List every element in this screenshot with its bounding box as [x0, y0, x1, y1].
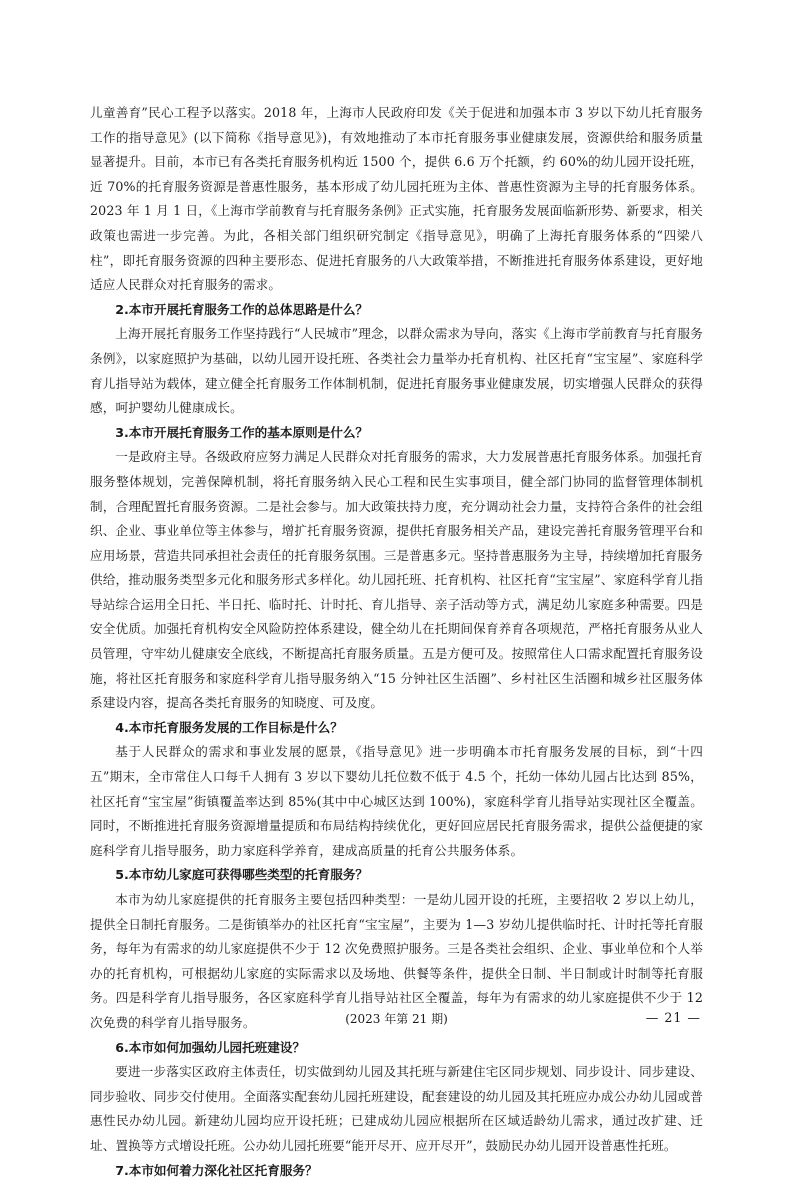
page-footer: [0, 1010, 793, 1030]
section-heading-6: 6.本市如何加强幼儿园托班建设？: [115, 1039, 306, 1055]
paragraph-kindergarten-classes: 要进一步落实区政府主体责任，切实做到幼儿园及其托班与新建住宅区同步规划、同步设计、同步建设、同步验收、同步交付使用。全面落实配套幼儿园托班建设，配套建设的幼儿园及其托班应办成公办幼儿园或普惠性民办幼儿园。新建幼儿园均应开设托班；已建成幼儿园应根据所在区域适龄幼儿需求，通过改扩建、迁址、置换等方式增设托班。公办幼儿园托班要“能开尽开、应开尽开”，鼓励民办幼儿园开设普惠性托班。: [90, 1064, 703, 1153]
paragraph-intro: 儿童善育”民心工程予以落实。2018 年，上海市人民政府印发《关于促进和加强本市 3 岁以下幼儿托育服务工作的指导意见》(以下简称《指导意见》)，有效地推动了本市托育服务事业健康发展，资源供给和服务质量显著提升。目前，本市已有各类托育服务机构近 1500 个，提供 6.6 万个托额，约 60%的幼儿园开设托班，近 70%的托育服务资源是普惠性服务，基本形成了幼儿园托班为主体、普惠性资源为主导的托育服务体系。2023 年 1 月 1 日，《上海市学前教育与托育服务条例》正式实施，托育服务发展面临新形势、新要求，相关政策也需进一步完善。为此，各相关部门组织研究制定《指导意见》，明确了上海托育服务体系的“四梁八柱”，即托育服务资源的四种主要形态、促进托育服务的八大政策举措，不断推进托育服务体系建设，更好地适应人民群众对托育服务的需求。: [90, 105, 703, 293]
paragraph-work-goals: 基于人民群众的需求和事业发展的愿景，《指导意见》进一步明确本市托育服务发展的目标，到“十四五”期末，全市常住人口每千人拥有 3 岁以下婴幼儿托位数不低于 4.5 个，托幼一体幼儿园占比达到 85%，社区托育“宝宝屋”街镇覆盖率达到 85%(其中中心城区达到 100%)，家庭科学育儿指导站实现社区全覆盖。同时，不断推进托育服务资源增量提质和布局结构持续优化，更好回应居民托育服务需求，提供公益便捷的家庭科学育儿指导服务，助力家庭科学养育，建成高质量的托育公共服务体系。: [90, 744, 703, 858]
section-heading-2: 2.本市开展托育服务工作的总体思路是什么？: [115, 301, 369, 317]
section-heading-5: 5.本市幼儿家庭可获得哪些类型的托育服务？: [115, 867, 369, 883]
section-heading-4: 4.本市托育服务发展的工作目标是什么？: [115, 719, 343, 735]
paragraph-basic-principles: 一是政府主导。各级政府应努力满足人民群众对托育服务的需求，大力发展普惠托育服务体系。加强托育服务整体规划，完善保障机制，将托育服务纳入民心工程和民生实事项目，健全部门协同的监督管理体制机制，合理配置托育服务资源。二是社会参与。加大政策扶持力度，充分调动社会力量，支持符合条件的社会组织、企业、事业单位等主体参与，增扩托育服务资源，提供托育服务相关产品，建设完善托育服务管理平台和应用场景，营造共同承担社会责任的托育服务氛围。三是普惠多元。坚持普惠服务为主导，持续增加托育服务供给，推动服务类型多元化和服务形式多样化。幼儿园托班、托育机构、社区托育“宝宝屋”、家庭科学育儿指导站综合运用全日托、半日托、临时托、计时托、育儿指导、亲子活动等方式，满足幼儿家庭多种需要。四是安全优质。加强托育机构安全风险防控体系建设，健全幼儿在托期间保育养育各项规范，严格托育服务从业人员管理，守牢幼儿健康安全底线，不断提高托育服务质量。五是方便可及。按照常住人口需求配置托育服务设施，将社区托育服务和家庭科学育儿指导服务纳入“15 分钟社区生活圈”、乡村社区生活圈和城乡社区服务体系建设内容，提高各类托育服务的知晓度、可及度。: [90, 449, 703, 711]
section-heading-7: 7.本市如何着力深化社区托育服务？: [115, 1162, 318, 1178]
issue-label: (2023 年第 21 期): [345, 1012, 448, 1026]
section-heading-3: 3.本市开展托育服务工作的基本原则是什么？: [115, 424, 369, 440]
page-number: — 21 —: [645, 1010, 701, 1025]
paragraph-service-types: 本市为幼儿家庭提供的托育服务主要包括四种类型：一是幼儿园开设的托班，主要招收 2 岁以上幼儿，提供全日制托育服务。二是街镇举办的社区托育“宝宝屋”，主要为 1—3 岁幼儿提供临时托、计时托等托育服务，每年为有需求的幼儿家庭提供不少于 12 次免费照护服务。三是各类社会组织、企业、事业单位和个人举办的托育机构，可根据幼儿家庭的实际需求以及场地、供餐等条件，提供全日制、半日制或计时制等托育服务。四是科学育儿指导服务，各区家庭科学育儿指导站社区全覆盖，每年为有需求的幼儿家庭提供不少于 12 次免费的科学育儿指导服务。: [90, 892, 703, 1030]
paragraph-general-approach: 上海开展托育服务工作坚持践行“人民城市”理念，以群众需求为导向，落实《上海市学前教育与托育服务条例》，以家庭照护为基础，以幼儿园开设托班、各类社会力量举办托育机构、社区托育“宝宝屋”、家庭科学育儿指导站为载体，建立健全托育服务工作体制机制，促进托育服务事业健康发展，切实增强人民群众的获得感，呵护婴幼儿健康成长。: [90, 326, 703, 416]
